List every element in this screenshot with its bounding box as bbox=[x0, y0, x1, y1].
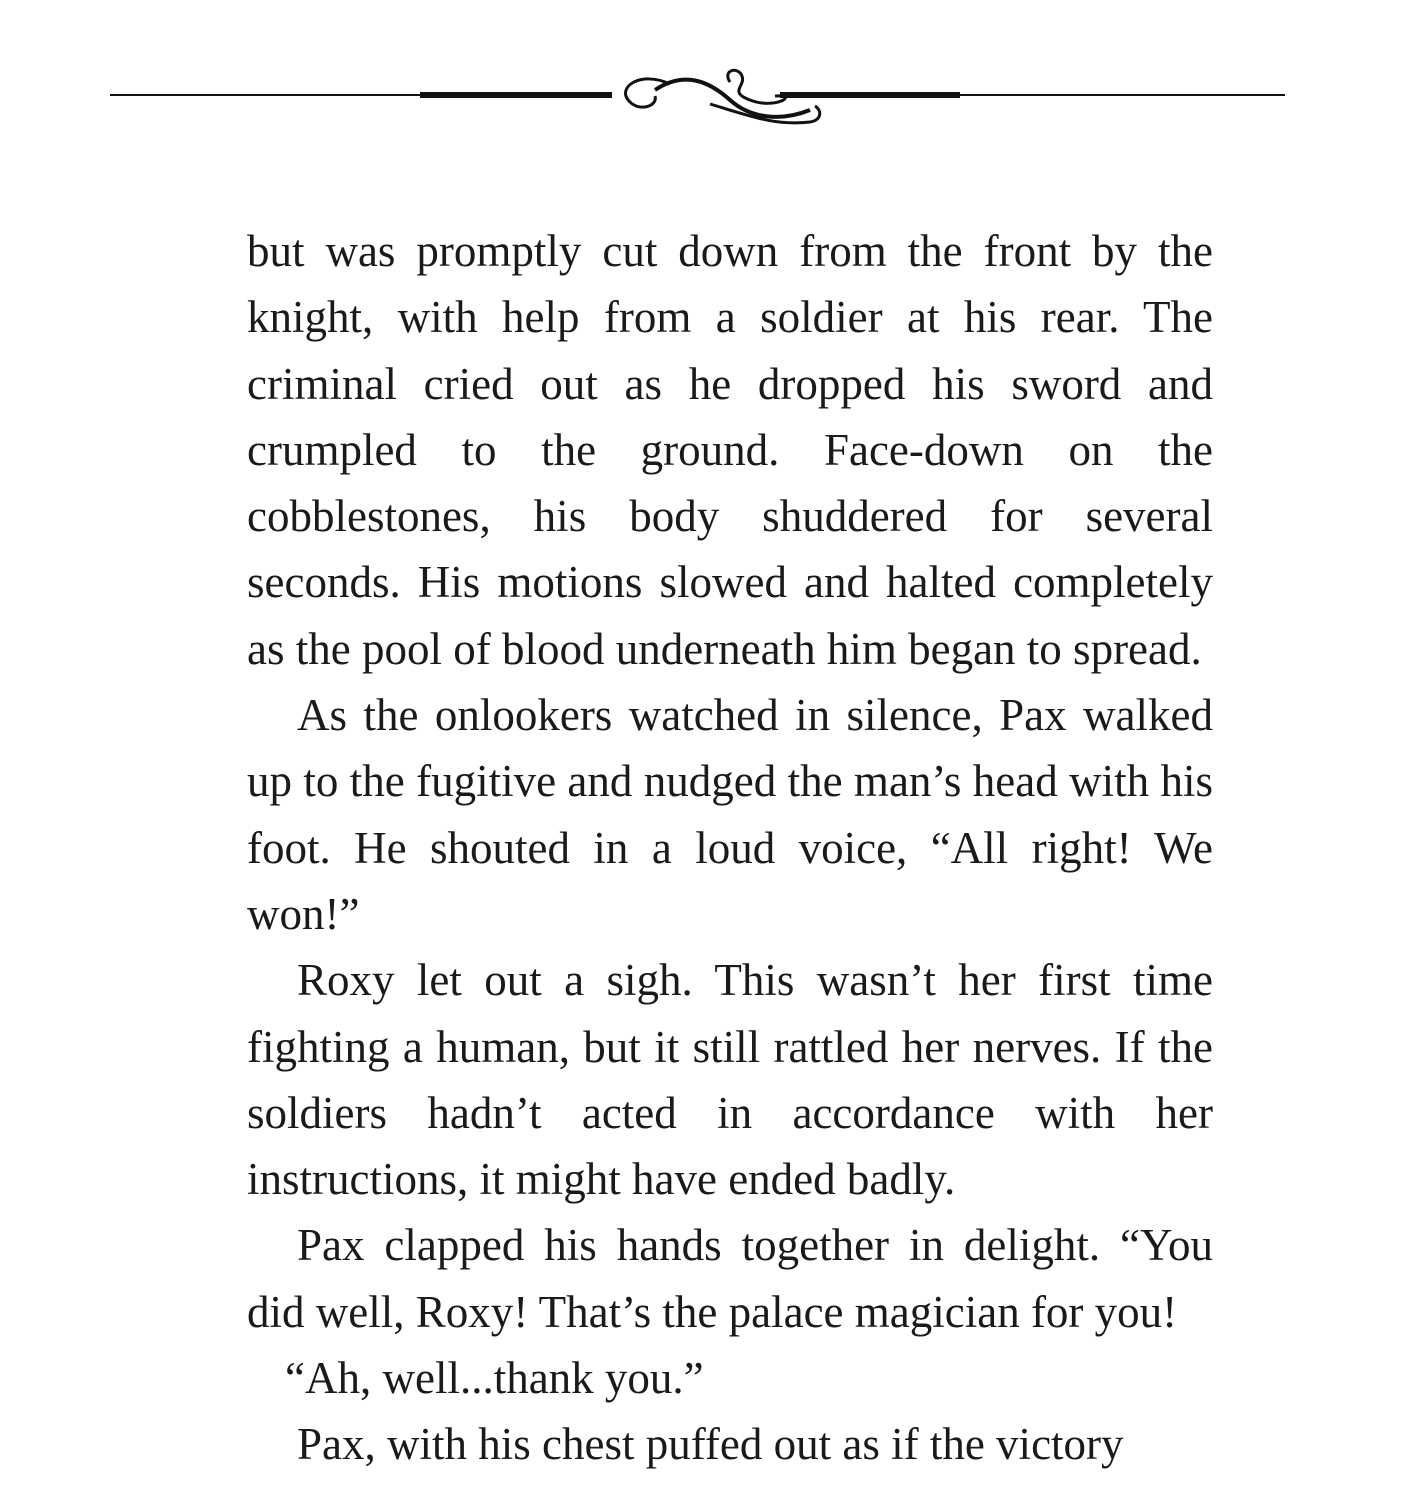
paragraph-roxy-reply: “Ah, well...thank you.” bbox=[285, 1353, 704, 1404]
paragraph-continuation: but was promptly cut down from the front by the knight, with help from a soldier at his rear. The criminal cried out as he dropped his sword and crumpled to the ground. Face-down on the cobblestones, his body shuddered for several seconds. His motions slowed and halted completely as the pool of blood underneath him began to spread. bbox=[247, 226, 1213, 674]
paragraph-pax-clapped: Pax clapped his hands together in delight. “You did well, Roxy! That’s the palace magician for you! bbox=[247, 1220, 1213, 1337]
paragraph-pax-chest: Pax, with his chest puffed out as if the victory bbox=[297, 1419, 1124, 1470]
paragraph-pax-walked: As the onlookers watched in silence, Pax walked up to the fugitive and nudged the man’s head with his foot. He shouted in a loud voice, “All right! We won!” bbox=[247, 690, 1213, 939]
header-flourish-ornament bbox=[110, 60, 1285, 135]
paragraph-roxy-sigh: Roxy let out a sigh. This wasn’t her first time fighting a human, but it still rattled her nerves. If the soldiers hadn’t acted in accordance with her instructions, it might have ended badly. bbox=[247, 955, 1213, 1205]
book-page-text bbox=[247, 218, 1213, 1481]
